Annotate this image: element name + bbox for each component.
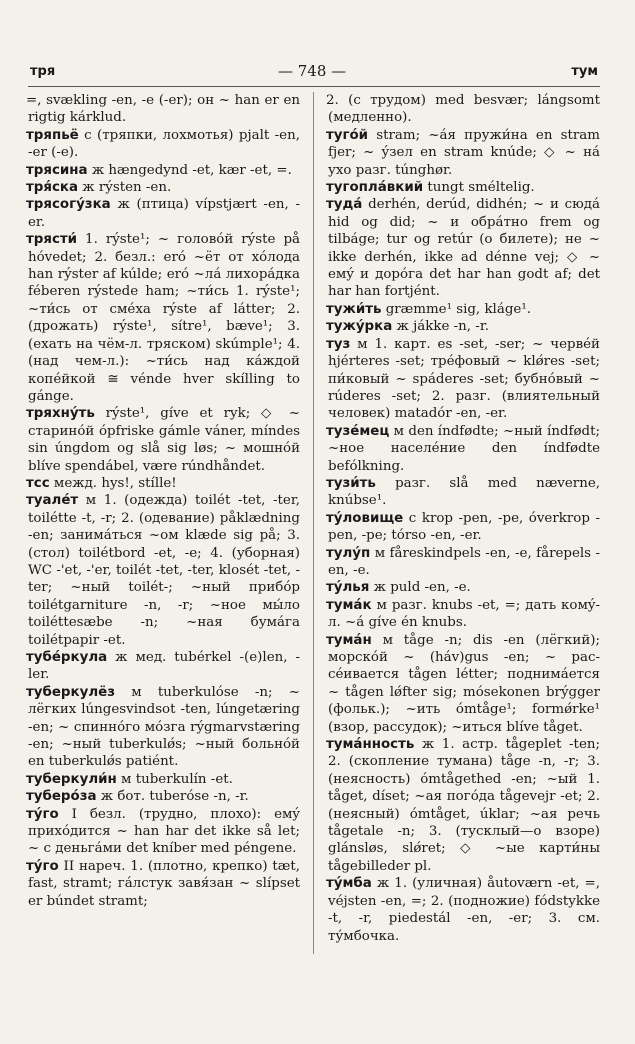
right-column	[328, 92, 600, 945]
entry-headword: туз	[326, 336, 351, 352]
entry-headword: трясогу́зка	[26, 197, 111, 213]
dictionary-entry	[328, 318, 600, 335]
dictionary-entry	[28, 196, 300, 231]
dictionary-entry	[328, 736, 600, 875]
dictionary-entry	[328, 475, 600, 510]
entry-definition: rýste¹, gíve et ryk; ◇ ~ старинóй ópfriske gámle váner, míndes sin úngdom og slå sig løs; ~ мошнóй blíve spendábel, være rúndhåndet.	[28, 406, 301, 474]
entry-headword: тужу́рка	[326, 319, 393, 335]
entry-headword: тумáн	[326, 632, 372, 648]
dictionary-entry	[28, 127, 300, 162]
dictionary-entry	[328, 510, 600, 545]
entry-headword: туберкули́н	[26, 771, 117, 787]
entry-definition: ж jákke -n, -r.	[396, 319, 490, 335]
dictionary-page	[28, 62, 600, 962]
entry-definition: с (тряпки, лохмотья) pjalt -en, -er (-e).	[28, 127, 300, 161]
left-column	[28, 92, 300, 910]
entry-headword: тулу́п	[326, 545, 371, 561]
page-header	[28, 62, 600, 84]
dictionary-entry	[28, 858, 300, 910]
dictionary-entry	[28, 475, 300, 492]
dictionary-entry	[28, 771, 300, 788]
dictionary-entry	[28, 788, 300, 805]
entry-definition: с krop -pen, -pe, óverkrop -pen, -pe; tórso -en, -er.	[328, 510, 600, 544]
entry-headword: тряхну́ть	[26, 406, 95, 422]
dictionary-entry	[328, 875, 600, 945]
dictionary-entry	[28, 806, 300, 858]
page-number: — 748 —	[278, 62, 347, 80]
dictionary-entry	[28, 405, 300, 475]
entry-headword: трясина	[26, 162, 88, 178]
entry-headword: тумáнность	[326, 737, 415, 753]
entry-definition: 2. (с трудом) med besvær; lángsomt (медленно).	[326, 93, 600, 126]
entry-headword: тубéркула	[26, 650, 108, 665]
entry-definition: I безл. (трудно, плохо): емý прихóдится ~ han har det ikke så let; ~ с деньгáми det kníber med péngene.	[28, 806, 300, 857]
entry-definition: ж puld -en, -e.	[373, 580, 471, 596]
entry-definition: м tuberkulín -et.	[121, 771, 233, 787]
dictionary-entry	[328, 127, 600, 179]
entry-headword: трясти́	[26, 232, 78, 248]
entry-definition: м 1. (одежда) toilét -tet, -ter, toilétte -t, -r; 2. (одевание) påklædning -en; занимáться ~ом klæde sig på; 3. (стол) toilétbord -et, -e; 4. (уборная) WC -'et, -'er, toilét -tet, -ter, klosét -tet, -ter; ~ный toilét-; ~ный прибóр toilétgarniture -n, -r; ~ное мы́ло toiléttesæbe -n; ~ная бумáга toilétpapir -et.	[28, 493, 301, 648]
dictionary-entry	[28, 649, 300, 684]
entry-definition: tungt sméltelig.	[427, 180, 535, 196]
dictionary-entry	[328, 632, 600, 736]
entry-headword: ту́мба	[326, 876, 372, 892]
header-rule	[28, 86, 600, 87]
dictionary-entry	[28, 162, 300, 179]
entry-definition: м fåreskindpels -en, -e, fårepels -en, -e.	[328, 545, 600, 578]
dictionary-entry	[328, 545, 600, 580]
dictionary-entry	[28, 684, 300, 771]
dictionary-entry	[328, 196, 600, 300]
entry-definition: ж 1. (уличная) åutoværn -et, =, véjsten -en, =; 2. (подножие) fódstykke -t, -r, piedestál -en, -er; 3. см. ту́мбочка.	[328, 876, 600, 944]
header-right-guideword: тум	[571, 64, 598, 79]
entry-headword: ту́го	[26, 858, 59, 874]
entry-definition: græmme¹ sig, kláge¹.	[385, 301, 531, 317]
dictionary-entry	[328, 336, 600, 423]
entry-definition: м 1. карт. es -set, -ser; ~ червéй hjérteres -set; трéфовый ~ klǿres -set; пи́ковый ~ spáderes -set; бубнóвый ~ rúderes -set; 2. разг. (влиятельный человек) matadór -en, -er.	[328, 336, 600, 422]
dictionary-entry	[28, 92, 300, 127]
entry-headword: тузи́ть	[326, 475, 376, 491]
dictionary-entry	[328, 423, 600, 475]
entry-definition: II нареч. 1. (плотно, крепко) tæt, fast, stramt; гáлстук завя́зан ~ slípset er búndet stramt;	[28, 858, 300, 909]
entry-headword: тумáк	[326, 597, 372, 613]
entry-definition: разг. slå med næverne, knúbse¹.	[328, 475, 600, 509]
entry-definition: межд. hys!, stílle!	[53, 475, 177, 491]
entry-definition: ж hængedynd -et, kær -et, =.	[91, 162, 292, 178]
entry-definition: 1. rýste¹; ~ головóй rýste på hóvedet; 2. безл.: eró ~ёт от хóлода han rýster af kúlde; eró ~лá лихорáдка féberen rýstede ham; ~ти́сь 1. rýste¹; ~ти́сь от смéха rýste af látter; 2. (дрожать) rýste¹, sítre¹, bæve¹; 3. (ехать на чём-л. тряском) skúmple¹; 4. (над чем-л.): ~ти́сь над кáждой копéйкой ≅ vénde hver skílling to gánge.	[28, 232, 300, 404]
dictionary-entry	[328, 597, 600, 632]
entry-definition: ж 1. астр. tågeplet -ten; 2. (скопление тумана) tåge -n, -r; 3. (неясность) ómtågethed -en; ~ый 1. tåget, díset; ~ая погóда tågevejr -et; 2. (неясный) ómtåget, úklar; ~ая речь tågetale -n; 3. (тусклый—о взоре) glánsløs, slǿret; ◇ ~ые карти́ны tågebilleder pl.	[328, 737, 600, 874]
dictionary-entry	[28, 231, 300, 405]
dictionary-entry	[328, 579, 600, 596]
entry-headword: тряпьё	[26, 127, 79, 143]
entry-headword: тря́ска	[26, 180, 79, 196]
dictionary-entry	[328, 92, 600, 127]
entry-headword: тузéмец	[326, 423, 390, 439]
entry-definition: м разг. knubs -et, =; дать комý-л. ~á gíve én knubs.	[328, 597, 600, 631]
entry-definition: ж (птица) vípstjært -en, -er.	[28, 197, 300, 230]
entry-definition: ж бот. tuberóse -n, -r.	[100, 789, 249, 805]
entry-definition: ж мед. tubérkel -(e)len, -ler.	[28, 650, 301, 683]
entry-headword: тужи́ть	[326, 301, 382, 317]
entry-definition: м tåge -n; dis -en (лёгкий); морскóй ~ (háv)gus -en; ~ рассéивается tågen létter; поднимáется ~ tågen lǿfter sig; mósekonen brýgger (фольк.); ~ить ómtåge¹; formǿrke¹ (взор, рассудок); ~иться blíve tåget.	[328, 632, 600, 735]
entry-definition: м den índfødte; ~ный índfødt; ~ное населéние den índfødte befólkning.	[328, 423, 601, 474]
column-divider	[313, 92, 314, 954]
entry-headword: ту́го	[26, 806, 59, 822]
entry-headword: туберкулёз	[26, 684, 115, 700]
entry-headword: туберóза	[26, 789, 97, 805]
entry-headword: тугоплáвкий	[326, 180, 424, 196]
entry-headword: тсс	[26, 475, 50, 491]
dictionary-entry	[28, 492, 300, 649]
entry-definition: м tuberkulóse -n; ~ лёгких lúngesvindsot -ten, lúngetæring -en; ~ спиннóго мóзга rýgmarvstæring -en; ~ный tuberkulǿs; ~ный больнóй en tuberkulǿs patiént.	[28, 684, 300, 770]
dictionary-entry	[328, 179, 600, 196]
dictionary-entry	[328, 301, 600, 318]
entry-headword: туалéт	[26, 493, 79, 509]
entry-headword: ту́ловище	[326, 510, 404, 526]
entry-definition: derhén, derúd, didhén; ~ и сюдá hid og did; ~ и обрáтно frem og tilbáge; tur og retúr (о билете); не ~ ikke derhén, ikke ad dénne vej; ◇ ~ емý и дорóга det har han godt af; det har han fortjént.	[328, 197, 600, 300]
header-left-guideword: тря	[30, 64, 56, 79]
entry-definition: ж rýsten -en.	[82, 180, 172, 196]
entry-headword: туго́й	[326, 127, 369, 143]
entry-definition: =, svækling -en, -e (-er); он ~ han er en rigtig kárklud.	[26, 93, 300, 126]
entry-headword: тудá	[326, 197, 363, 213]
dictionary-entry	[28, 179, 300, 196]
entry-definition: stram; ~áя пружи́на en stram fjer; ~ ýзел en stram knúde; ◇ ~ нá ухо разг. túnghør.	[328, 127, 600, 178]
entry-headword: ту́лья	[326, 580, 370, 596]
